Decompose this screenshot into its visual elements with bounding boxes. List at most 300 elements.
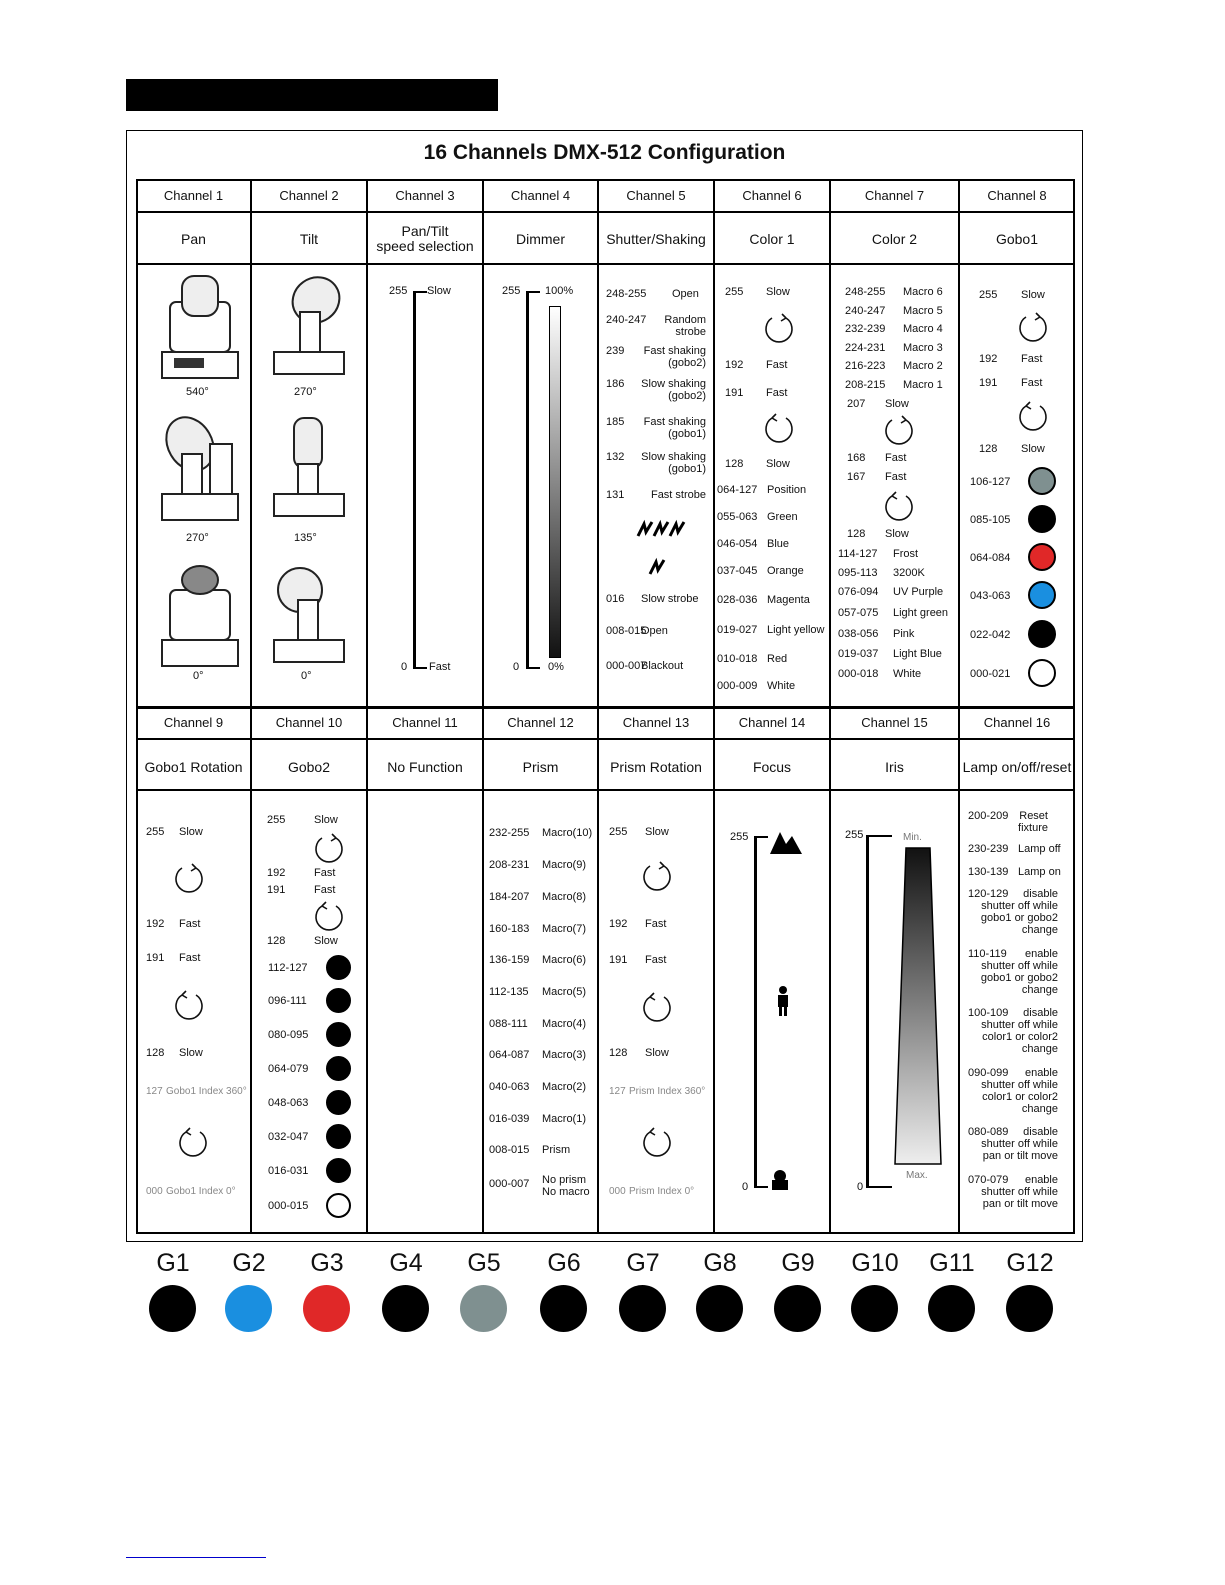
dmx-range: 000 xyxy=(146,1186,163,1197)
angle-label: 270° xyxy=(186,532,209,544)
gobo-legend-icon xyxy=(619,1285,666,1332)
gobo-icon xyxy=(1028,659,1056,687)
rotation-arrow-icon xyxy=(640,860,674,894)
dmx-range: 112-127 xyxy=(268,962,308,974)
scale-min: 0 xyxy=(401,661,408,673)
dmx-range: 131 xyxy=(606,489,625,501)
scale-max-label: Slow xyxy=(427,285,451,297)
dmx-function: Macro 2 xyxy=(903,360,943,372)
gobo-legend-icon xyxy=(1006,1285,1053,1332)
dmx-function: Macro(4) xyxy=(542,1018,587,1030)
gobo-icon xyxy=(1028,620,1056,648)
channel-function: Lamp on/off/reset xyxy=(962,759,1072,775)
dmx-function: enable shutter off while color1 or color2 change xyxy=(981,1067,1058,1115)
dmx-function: disable shutter off while gobo1 or gobo2 change xyxy=(980,888,1058,936)
gobo-icon xyxy=(1028,467,1056,495)
dmx-range: 016-031 xyxy=(268,1165,309,1177)
dmx-function: Fast xyxy=(1021,377,1043,389)
fixture-front-icon xyxy=(160,272,240,382)
dmx-range: 248-255 xyxy=(845,286,886,298)
channel-label: Channel 16 xyxy=(983,715,1051,730)
dmx-function: enable shutter off while gobo1 or gobo2 change xyxy=(980,948,1058,996)
scale-bar xyxy=(754,836,757,1186)
dmx-function: Macro 4 xyxy=(903,323,943,335)
dmx-function: Lamp on xyxy=(1018,866,1061,878)
scale-bar xyxy=(413,291,416,669)
dmx-function: enable shutter off while pan or tilt move xyxy=(981,1174,1058,1210)
dmx-range: 043-063 xyxy=(970,590,1011,602)
dmx-range: 048-063 xyxy=(268,1097,309,1109)
dmx-function: Light Blue xyxy=(893,648,942,660)
dmx-range: 127 xyxy=(146,1086,163,1097)
dmx-range: 128 xyxy=(609,1047,628,1059)
dmx-function: No prism No macro xyxy=(542,1174,590,1198)
dmx-function: Blackout xyxy=(641,660,684,672)
dmx-range: 076-094 xyxy=(838,586,879,598)
gobo-icon xyxy=(326,955,351,980)
dmx-range: 208-231 xyxy=(489,859,530,871)
gobo-legend-label: G10 xyxy=(851,1249,899,1277)
dmx-range: 010-018 xyxy=(717,653,758,665)
dmx-function: Green xyxy=(767,511,798,523)
dmx-range: 000 xyxy=(609,1186,626,1197)
gobo-legend-label: G4 xyxy=(389,1249,423,1277)
dmx-function: Magenta xyxy=(767,594,810,606)
dmx-range: 192 xyxy=(267,867,286,879)
dmx-function: Macro(7) xyxy=(542,923,587,935)
person-icon xyxy=(775,986,791,1016)
channel-label: Channel 14 xyxy=(738,715,806,730)
gobo-legend-icon xyxy=(460,1285,507,1332)
dmx-range: 240-247 xyxy=(606,314,647,326)
dmx-range: 232-239 xyxy=(845,323,886,335)
dmx-function: Pink xyxy=(893,628,915,640)
dmx-range: 064-079 xyxy=(268,1063,309,1075)
dmx-function: Slow xyxy=(1021,289,1045,301)
channel-label: Channel 3 xyxy=(395,188,455,203)
dmx-function: Macro(5) xyxy=(542,986,587,998)
dmx-function: Macro 5 xyxy=(903,305,943,317)
angle-label: 135° xyxy=(294,532,317,544)
tick xyxy=(413,291,427,293)
dmx-range: 168 xyxy=(847,452,866,464)
dmx-function: Fast strobe xyxy=(650,489,706,501)
dmx-range: 019-037 xyxy=(838,648,879,660)
dmx-range: 128 xyxy=(847,528,866,540)
gobo-legend-label: G7 xyxy=(626,1249,660,1277)
channel-label: Channel 10 xyxy=(275,715,343,730)
dmx-range: 000-021 xyxy=(970,668,1011,680)
dmx-range: 224-231 xyxy=(845,342,886,354)
dmx-range: 128 xyxy=(979,443,998,455)
dmx-range: 255 xyxy=(267,814,286,826)
angle-label: 0° xyxy=(301,670,312,682)
dmx-range: 114-127 xyxy=(838,548,878,560)
rotation-arrow-icon xyxy=(640,1126,674,1160)
dmx-range: 191 xyxy=(146,952,165,964)
dmx-range: 216-223 xyxy=(845,360,886,372)
dmx-function: Fast xyxy=(645,954,667,966)
dmx-function: Prism Index 360° xyxy=(629,1086,706,1097)
dmx-range: 128 xyxy=(267,935,286,947)
dmx-function: UV Purple xyxy=(893,586,944,598)
angle-label: 540° xyxy=(186,386,209,398)
dmx-range: 192 xyxy=(146,918,165,930)
scale-max: 255 xyxy=(502,285,521,297)
dmx-range: 040-063 xyxy=(489,1081,530,1093)
dmx-range: 000-018 xyxy=(838,668,879,680)
gobo-legend-icon xyxy=(696,1285,743,1332)
dmx-function: disable shutter off while color1 or color2 change xyxy=(981,1007,1058,1055)
channel-label: Channel 7 xyxy=(864,188,925,203)
dmx-function: 3200K xyxy=(893,567,925,579)
dmx-range: 232-255 xyxy=(489,827,530,839)
dmx-function: Slow xyxy=(179,826,203,838)
dmx-function: Fast shaking (gobo2) xyxy=(643,345,706,369)
divider xyxy=(958,179,960,1234)
dmx-range: 095-113 xyxy=(838,567,878,579)
dmx-range: 255 xyxy=(725,286,744,298)
dmx-function: Open xyxy=(672,288,699,300)
dmx-range: 191 xyxy=(609,954,628,966)
dmx-function: Light yellow xyxy=(767,624,825,636)
iris-min-label: Min. xyxy=(903,832,922,843)
dmx-range: 016-039 xyxy=(489,1113,530,1125)
gobo-icon xyxy=(1028,543,1056,571)
tick xyxy=(526,667,540,669)
rotation-arrow-icon xyxy=(176,1126,210,1160)
dmx-range: 128 xyxy=(725,458,744,470)
dmx-range: 208-215 xyxy=(845,379,886,391)
gobo-icon xyxy=(326,1022,351,1047)
dmx-range: 038-056 xyxy=(838,628,879,640)
dmx-range: 000-007 xyxy=(606,660,647,672)
dmx-function: Prism Index 0° xyxy=(629,1186,695,1197)
dmx-function: Fast xyxy=(1021,353,1043,365)
gobo-legend-icon xyxy=(851,1285,898,1332)
dmx-function: Slow xyxy=(314,814,338,826)
header-bar xyxy=(126,79,498,111)
channel-function: Prism xyxy=(522,759,559,775)
dmx-range: 240-247 xyxy=(845,305,886,317)
dmx-function: Lamp off xyxy=(1018,843,1061,855)
dmx-function: Fast xyxy=(179,952,201,964)
dmx-range: 037-045 xyxy=(717,565,758,577)
gobo-icon xyxy=(1028,581,1056,609)
dmx-range: 106-127 xyxy=(970,476,1011,488)
scale-max-label: 100% xyxy=(545,285,574,297)
dmx-function: disable shutter off while pan or tilt move xyxy=(981,1126,1058,1162)
channel-function: Shutter/Shaking xyxy=(606,231,706,247)
tick xyxy=(866,835,892,837)
gobo-icon xyxy=(326,988,351,1013)
scale-max: 255 xyxy=(389,285,408,297)
channel-function: Color 2 xyxy=(871,231,918,247)
dmx-function: Fast xyxy=(645,918,667,930)
footer-link-underline xyxy=(126,1557,266,1558)
dmx-range: 130-139 xyxy=(968,866,1009,878)
dmx-function: Orange xyxy=(767,565,804,577)
dmx-range: 132 xyxy=(606,451,625,463)
dmx-function: Frost xyxy=(893,548,919,560)
dmx-function: Fast xyxy=(766,387,788,399)
dmx-range: 207 xyxy=(847,398,866,410)
gobo-legend-icon xyxy=(149,1285,196,1332)
fixture-tilt-icon xyxy=(268,414,348,524)
scale-min-label: Fast xyxy=(429,661,451,673)
dmx-range: 008-015 xyxy=(489,1144,530,1156)
dmx-range: 192 xyxy=(725,359,744,371)
divider xyxy=(136,738,1075,740)
scale-min: 0 xyxy=(742,1181,749,1193)
gobo-legend-label: G9 xyxy=(781,1249,815,1277)
divider xyxy=(829,179,831,1234)
dmx-range: 200-209 xyxy=(968,810,1009,822)
gobo-icon xyxy=(326,1158,351,1183)
dmx-function: Slow xyxy=(645,1047,669,1059)
tick xyxy=(526,291,540,293)
channel-function: No Function xyxy=(387,759,463,775)
rotation-arrow-icon xyxy=(762,312,796,346)
dmx-function: Slow xyxy=(885,398,909,410)
dmx-range: 186 xyxy=(606,378,625,390)
scale-bar xyxy=(526,291,529,669)
gobo-legend-label: G5 xyxy=(467,1249,501,1277)
channel-label: Channel 4 xyxy=(510,188,571,203)
dmx-range: 057-075 xyxy=(838,607,879,619)
rotation-arrow-icon xyxy=(312,900,346,934)
dmx-function: Slow xyxy=(885,528,909,540)
channel-function: Gobo1 Rotation xyxy=(144,759,243,775)
dmx-range: 064-087 xyxy=(489,1049,530,1061)
dmx-function: Macro(1) xyxy=(542,1113,587,1125)
dmx-range: 239 xyxy=(606,345,625,357)
dmx-range: 085-105 xyxy=(970,514,1011,526)
rotation-arrow-icon xyxy=(882,490,916,524)
fixture-tilt-icon xyxy=(268,560,348,670)
dmx-range: 080-095 xyxy=(268,1029,309,1041)
dmx-range: 160-183 xyxy=(489,923,530,935)
dmx-range: 110-119 xyxy=(968,948,1007,960)
tick xyxy=(754,1186,768,1188)
dmx-range: 255 xyxy=(979,289,998,301)
dmx-range: 000-015 xyxy=(268,1200,309,1212)
channel-label: Channel 11 xyxy=(392,715,458,730)
dmx-range: 019-027 xyxy=(717,624,758,636)
dmx-function: Position xyxy=(767,484,807,496)
channel-label: Channel 8 xyxy=(987,188,1047,203)
dmx-range: 112-135 xyxy=(489,986,529,998)
dmx-function: Light green xyxy=(893,607,949,619)
dmx-range: 028-036 xyxy=(717,594,758,606)
channel-function: Pan xyxy=(181,231,206,247)
gobo-legend-label: G1 xyxy=(156,1249,190,1277)
flower-icon xyxy=(770,1170,790,1190)
dmx-function: Macro(8) xyxy=(542,891,587,903)
dmx-function: Slow xyxy=(766,458,790,470)
gobo-legend-label: G2 xyxy=(232,1249,266,1277)
channel-function: Pan/Tilt speed selection xyxy=(376,223,474,254)
dmx-function: Macro(10) xyxy=(542,827,593,839)
dmx-range: 100-109 xyxy=(968,1007,1009,1019)
rotation-arrow-icon xyxy=(640,991,674,1025)
dmx-range: 016 xyxy=(606,593,625,605)
dmx-function: Slow xyxy=(1021,443,1045,455)
dmx-range: 064-084 xyxy=(970,552,1011,564)
dmx-function: Slow xyxy=(766,286,790,298)
gobo-legend-icon xyxy=(540,1285,587,1332)
dmx-range: 248-255 xyxy=(606,288,647,300)
dmx-function: Macro(2) xyxy=(542,1081,587,1093)
dmx-range: 088-111 xyxy=(489,1018,528,1030)
channel-label: Channel 5 xyxy=(626,188,686,203)
dmx-range: 192 xyxy=(609,918,628,930)
channel-function: Dimmer xyxy=(516,231,565,247)
rotation-arrow-icon xyxy=(882,414,916,448)
dmx-range: 064-127 xyxy=(717,484,758,496)
fixture-side-icon xyxy=(160,414,240,524)
gobo-legend-label: G6 xyxy=(547,1249,581,1277)
gobo-icon xyxy=(326,1193,351,1218)
dmx-range: 255 xyxy=(146,826,165,838)
dmx-function: White xyxy=(893,668,922,680)
dmx-range: 191 xyxy=(267,884,286,896)
gobo-icon xyxy=(326,1090,351,1115)
gobo-legend-label: G3 xyxy=(310,1249,344,1277)
dimmer-gradient xyxy=(549,306,561,658)
channel-label: Channel 12 xyxy=(507,715,574,730)
iris-max-label: Max. xyxy=(906,1170,928,1181)
dmx-range: 000-007 xyxy=(489,1178,530,1190)
dmx-range: 080-089 xyxy=(968,1126,1009,1138)
dmx-range: 192 xyxy=(979,353,998,365)
scale-max: 255 xyxy=(845,829,864,841)
dmx-function: Gobo1 Index 360° xyxy=(166,1086,247,1097)
dmx-range: 136-159 xyxy=(489,954,530,966)
scale-max: 255 xyxy=(730,831,749,843)
tick xyxy=(866,1186,892,1188)
gobo-icon xyxy=(326,1056,351,1081)
rotation-arrow-icon xyxy=(172,989,206,1023)
divider xyxy=(597,179,599,1234)
divider xyxy=(366,179,368,1234)
dmx-range: 230-239 xyxy=(968,843,1009,855)
dmx-function: Slow shaking (gobo2) xyxy=(641,378,706,402)
scale-min-label: 0% xyxy=(548,661,564,673)
dmx-range: 000-009 xyxy=(717,680,758,692)
angle-label: 270° xyxy=(294,386,317,398)
channel-function: Tilt xyxy=(299,231,319,247)
page-title: 16 Channels DMX-512 Configuration xyxy=(423,141,786,164)
fixture-back-icon xyxy=(160,560,240,670)
gobo-legend-label: G12 xyxy=(1006,1249,1054,1277)
dmx-range: 191 xyxy=(979,377,998,389)
channel-function: Gobo1 xyxy=(995,231,1039,247)
channel-label: Channel 1 xyxy=(163,188,224,203)
dmx-range: 120-129 xyxy=(968,888,1009,900)
channel-function: Gobo2 xyxy=(287,759,331,775)
dmx-function: Fast xyxy=(885,471,907,483)
dmx-range: 167 xyxy=(847,471,866,483)
divider xyxy=(136,263,1075,265)
dmx-function: Fast xyxy=(766,359,788,371)
dmx-range: 022-042 xyxy=(970,629,1011,641)
dmx-function: Slow xyxy=(314,935,338,947)
dmx-range: 191 xyxy=(725,387,744,399)
channel-function: Color 1 xyxy=(749,231,795,247)
channel-label: Channel 15 xyxy=(861,715,928,730)
divider xyxy=(136,789,1075,791)
dmx-function: Fast xyxy=(179,918,201,930)
gobo-legend-label: G8 xyxy=(703,1249,737,1277)
channel-label: Channel 9 xyxy=(163,715,224,730)
tick xyxy=(413,667,427,669)
scale-min: 0 xyxy=(857,1181,864,1193)
dmx-function: Macro 6 xyxy=(903,286,943,298)
scale-bar xyxy=(866,835,869,1187)
channel-label: Channel 2 xyxy=(279,188,339,203)
dmx-function: Fast shaking (gobo1) xyxy=(643,416,706,440)
gobo-legend-icon xyxy=(382,1285,429,1332)
dmx-function: Macro 3 xyxy=(903,342,943,354)
rotation-arrow-icon xyxy=(762,412,796,446)
rotation-arrow-icon xyxy=(1016,400,1050,434)
gobo-icon xyxy=(1028,505,1056,533)
angle-label: 0° xyxy=(193,670,204,682)
dmx-function: Macro(3) xyxy=(542,1049,587,1061)
dmx-function: White xyxy=(767,680,796,692)
dmx-function: Gobo1 Index 0° xyxy=(166,1186,236,1197)
dmx-function: Blue xyxy=(767,538,790,550)
rotation-arrow-icon xyxy=(1016,311,1050,345)
iris-gradient xyxy=(893,848,943,1166)
divider xyxy=(250,179,252,1234)
gobo-icon xyxy=(326,1124,351,1149)
dmx-range: 128 xyxy=(146,1047,165,1059)
dmx-function: Fast xyxy=(885,452,907,464)
dmx-function: Slow shaking (gobo1) xyxy=(641,451,706,475)
divider xyxy=(136,211,1075,213)
gobo-legend-icon xyxy=(774,1285,821,1332)
fixture-tilt-icon xyxy=(268,272,348,382)
dmx-function: Random strobe xyxy=(664,314,706,338)
dmx-function: Fast xyxy=(314,884,336,896)
dmx-function: Prism xyxy=(542,1144,571,1156)
channel-function: Iris xyxy=(885,759,904,775)
divider xyxy=(713,179,715,1234)
dmx-function: Slow strobe xyxy=(641,593,699,605)
dmx-function: Red xyxy=(767,653,788,665)
dmx-function: Open xyxy=(641,625,668,637)
dmx-range: 055-063 xyxy=(717,511,758,523)
gobo-legend-icon xyxy=(928,1285,975,1332)
dmx-range: 255 xyxy=(609,826,628,838)
dmx-range: 032-047 xyxy=(268,1131,309,1143)
rotation-arrow-icon xyxy=(172,862,206,896)
channel-function: Prism Rotation xyxy=(610,759,702,775)
channel-function: Focus xyxy=(752,759,792,775)
dmx-function: Reset fixture xyxy=(1018,810,1048,834)
mountain-icon xyxy=(770,830,802,854)
dmx-function: Macro 1 xyxy=(903,379,943,391)
tick xyxy=(754,836,768,838)
strobe-icon xyxy=(636,522,688,578)
dmx-function: Macro(9) xyxy=(542,859,587,871)
channel-label: Channel 6 xyxy=(742,188,802,203)
dmx-function: Macro(6) xyxy=(542,954,587,966)
gobo-legend-label: G11 xyxy=(929,1249,975,1277)
divider xyxy=(482,179,484,1234)
